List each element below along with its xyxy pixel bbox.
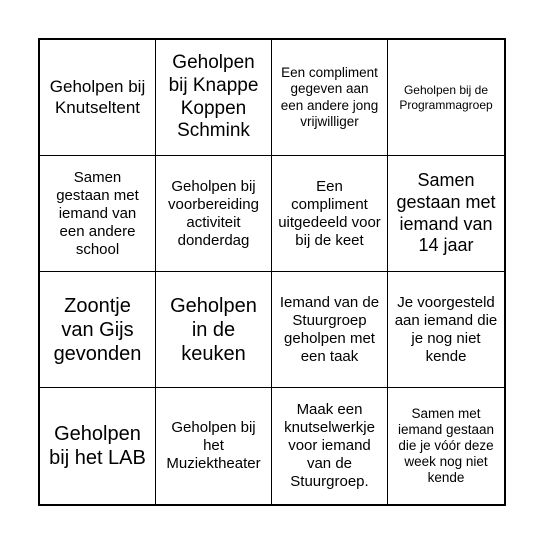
bingo-cell[interactable]: Geholpen bij het LAB — [40, 388, 156, 504]
bingo-cell[interactable]: Geholpen in de keuken — [156, 272, 272, 388]
bingo-board — [38, 38, 506, 506]
bingo-cell[interactable]: Geholpen bij het Muziektheater — [156, 388, 272, 504]
bingo-cell[interactable]: Een compliment uitgedeeld voor bij de keet — [272, 156, 388, 272]
bingo-cell[interactable]: Iemand van de Stuurgroep geholpen met een taak — [272, 272, 388, 388]
bingo-cell[interactable]: Je voorgesteld aan iemand die je nog niet kende — [388, 272, 504, 388]
bingo-cell[interactable]: Samen met iemand gestaan die je vóór deze week nog niet kende — [397, 405, 495, 486]
bingo-cell[interactable]: Geholpen bij voorbereiding activiteit donderdag — [156, 156, 272, 272]
bingo-cell[interactable]: Samen gestaan met iemand van 14 jaar — [388, 156, 504, 272]
bingo-cell[interactable]: Geholpen bij Knappe Koppen Schmink — [156, 40, 272, 156]
bingo-cell[interactable]: Geholpen bij Knutseltent — [40, 40, 156, 156]
bingo-cell[interactable]: Samen gestaan met iemand van een andere school — [40, 156, 156, 272]
bingo-cell[interactable]: Zoontje van Gijs gevonden — [40, 272, 156, 388]
bingo-cell[interactable]: Een compliment gegeven aan een andere jong vrijwilliger — [272, 40, 388, 156]
bingo-cell[interactable]: Geholpen bij de Programmagroep — [388, 40, 504, 156]
bingo-cell[interactable]: Maak een knutselwerkje voor iemand van de Stuurgroep. — [272, 388, 388, 504]
